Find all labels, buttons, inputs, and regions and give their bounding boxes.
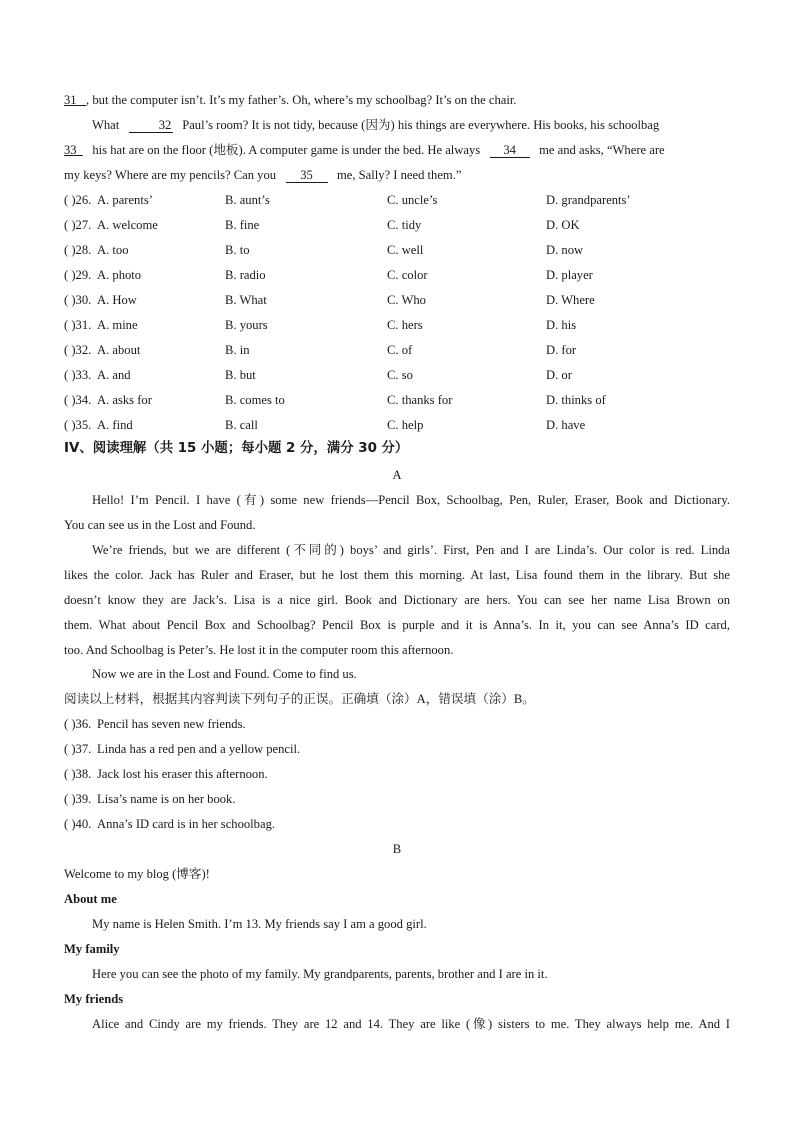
answer-paren[interactable]: ( )29. xyxy=(64,268,92,282)
answer-paren[interactable]: ( )30. xyxy=(64,293,92,307)
tf-text: Anna’s ID card is in her schoolbag. xyxy=(97,817,276,831)
passage-a-line: Hello! I’m Pencil. I have (有) some new friends—Pencil Box, Schoolbag, Pen, Ruler, Eraser, Book and Dictionary. xyxy=(92,493,730,507)
option-b: B. in xyxy=(225,343,250,357)
question-27 xyxy=(64,217,744,233)
answer-paren[interactable]: ( )37. xyxy=(64,742,92,756)
passage-b-label: B xyxy=(392,842,402,856)
question-31 xyxy=(64,317,744,333)
option-b: B. radio xyxy=(225,268,266,282)
blank-31: 31 xyxy=(64,93,77,107)
option-b: B. but xyxy=(225,368,256,382)
cloze-line-4 xyxy=(64,167,730,183)
option-c: C. uncle’s xyxy=(387,193,438,207)
cloze-line-3-end: me and asks, “Where are xyxy=(539,143,665,157)
option-d: D. now xyxy=(546,243,584,257)
passage-a-label: A xyxy=(392,468,402,482)
option-a: A. and xyxy=(97,368,131,382)
tf-question-37 xyxy=(64,741,744,757)
blog-family-heading: My family xyxy=(64,942,120,956)
question-30 xyxy=(64,292,744,308)
option-d: D. Where xyxy=(546,293,595,307)
tf-question-38 xyxy=(64,766,744,782)
section-heading: IV、阅读理解（共 15 小题；每小题 2 分，满分 30 分） xyxy=(64,441,409,456)
answer-paren[interactable]: ( )39. xyxy=(64,792,92,806)
answer-paren[interactable]: ( )28. xyxy=(64,243,92,257)
cloze-line-3 xyxy=(64,142,730,158)
passage-a-line: You can see us in the Lost and Found. xyxy=(64,518,256,532)
cloze-line-4-start: my keys? Where are my pencils? Can you xyxy=(64,168,277,182)
answer-paren[interactable]: ( )27. xyxy=(64,218,92,232)
blog-friends-text: Alice and Cindy are my friends. They are 12 and 14. They are like (像) sisters to me. They always help me. And I xyxy=(92,1017,730,1031)
cloze-line-2-end: Paul’s room? It is not tidy, because (因为) his things are everywhere. His books, his schoolbag xyxy=(182,118,660,132)
question-29 xyxy=(64,267,744,283)
option-a: A. asks for xyxy=(97,393,152,407)
option-d: D. OK xyxy=(546,218,580,232)
cloze-line-1-text: , but the computer isn’t. It’s my father’s. Oh, where’s my schoolbag? It’s on the chair. xyxy=(86,93,517,107)
answer-paren[interactable]: ( )26. xyxy=(64,193,92,207)
passage-a-line: Now we are in the Lost and Found. Come to find us. xyxy=(92,667,357,681)
option-c: C. so xyxy=(387,368,413,382)
option-b: B. to xyxy=(225,243,250,257)
passage-a-line: We’re friends, but we are different (不同的) boys’ and girls’. First, Pen and I are Linda’s. Our color is red. Linda xyxy=(92,543,730,557)
cloze-line-3-mid: his hat are on the floor (地板). A computer game is under the bed. He always xyxy=(92,143,481,157)
option-c: C. hers xyxy=(387,318,423,332)
option-a: A. How xyxy=(97,293,137,307)
blog-friends-heading: My friends xyxy=(64,992,124,1006)
option-b: B. yours xyxy=(225,318,268,332)
option-d: D. for xyxy=(546,343,577,357)
cloze-line-2-start: What xyxy=(92,118,120,132)
option-b: B. What xyxy=(225,293,267,307)
blank-32: 32 xyxy=(129,118,173,133)
answer-paren[interactable]: ( )40. xyxy=(64,817,92,831)
option-c: C. of xyxy=(387,343,413,357)
tf-question-40 xyxy=(64,816,744,832)
option-c: C. color xyxy=(387,268,428,282)
option-a: A. photo xyxy=(97,268,142,282)
answer-paren[interactable]: ( )32. xyxy=(64,343,92,357)
option-b: B. call xyxy=(225,418,258,432)
passage-a-line: doesn’t know they are Jack’s. Lisa is a nice girl. Book and Dictionary are hers. You can see her name Lisa Brown on xyxy=(64,593,730,607)
option-a: A. about xyxy=(97,343,141,357)
blank-35: 35 xyxy=(286,168,328,183)
cloze-line-2 xyxy=(64,117,730,133)
option-a: A. welcome xyxy=(97,218,158,232)
tf-text: Lisa’s name is on her book. xyxy=(97,792,236,806)
blank-33: 33 xyxy=(64,143,77,157)
cloze-line-4-end: me, Sally? I need them.” xyxy=(336,168,462,182)
option-b: B. comes to xyxy=(225,393,285,407)
tf-text: Jack lost his eraser this afternoon. xyxy=(97,767,268,781)
question-28 xyxy=(64,242,744,258)
passage-a-line: likes the color. Jack has Ruler and Eraser, but he lost them this morning. At last, Lisa found them in the library. But she xyxy=(64,568,730,582)
question-26 xyxy=(64,192,744,208)
option-a: A. mine xyxy=(97,318,138,332)
blog-about-heading: About me xyxy=(64,892,117,906)
question-33 xyxy=(64,367,744,383)
option-d: D. have xyxy=(546,418,586,432)
cloze-line-1 xyxy=(64,92,730,108)
blank-31-underline xyxy=(77,93,86,107)
instruction: 阅读以上材料，根据其内容判读下列句子的正误。正确填（涂）A，错误填（涂）B。 xyxy=(64,692,535,706)
option-c: C. Who xyxy=(387,293,426,307)
option-c: C. thanks for xyxy=(387,393,453,407)
blog-family-text: Here you can see the photo of my family. My grandparents, parents, brother and I are in it. xyxy=(92,967,548,981)
passage-a-line: them. What about Pencil Box and Schoolbag? Pencil Box is purple and it is Anna’s. In it, you can see Anna’s ID card, xyxy=(64,618,730,632)
option-c: C. tidy xyxy=(387,218,422,232)
option-d: D. his xyxy=(546,318,577,332)
answer-paren[interactable]: ( )35. xyxy=(64,418,92,432)
answer-paren[interactable]: ( )31. xyxy=(64,318,92,332)
tf-question-36 xyxy=(64,716,744,732)
tf-question-39 xyxy=(64,791,744,807)
question-35 xyxy=(64,417,744,433)
option-d: D. or xyxy=(546,368,572,382)
answer-paren[interactable]: ( )34. xyxy=(64,393,92,407)
option-c: C. well xyxy=(387,243,424,257)
option-a: A. parents’ xyxy=(97,193,153,207)
option-a: A. too xyxy=(97,243,129,257)
blog-about-text: My name is Helen Smith. I’m 13. My friends say I am a good girl. xyxy=(92,917,427,931)
answer-paren[interactable]: ( )36. xyxy=(64,717,92,731)
option-d: D. thinks of xyxy=(546,393,606,407)
option-d: D. player xyxy=(546,268,593,282)
option-d: D. grandparents’ xyxy=(546,193,631,207)
option-a: A. find xyxy=(97,418,133,432)
question-34 xyxy=(64,392,744,408)
blank-34: 34 xyxy=(490,143,530,158)
option-b: B. fine xyxy=(225,218,260,232)
tf-text: Linda has a red pen and a yellow pencil. xyxy=(97,742,301,756)
answer-paren[interactable]: ( )33. xyxy=(64,368,92,382)
option-b: B. aunt’s xyxy=(225,193,270,207)
passage-a-line: too. And Schoolbag is Peter’s. He lost it in the computer room this afternoon. xyxy=(64,643,454,657)
option-c: C. help xyxy=(387,418,424,432)
answer-paren[interactable]: ( )38. xyxy=(64,767,92,781)
blank-33-underline xyxy=(77,143,83,157)
question-32 xyxy=(64,342,744,358)
blog-welcome: Welcome to my blog (博客)! xyxy=(64,867,210,881)
tf-text: Pencil has seven new friends. xyxy=(97,717,246,731)
